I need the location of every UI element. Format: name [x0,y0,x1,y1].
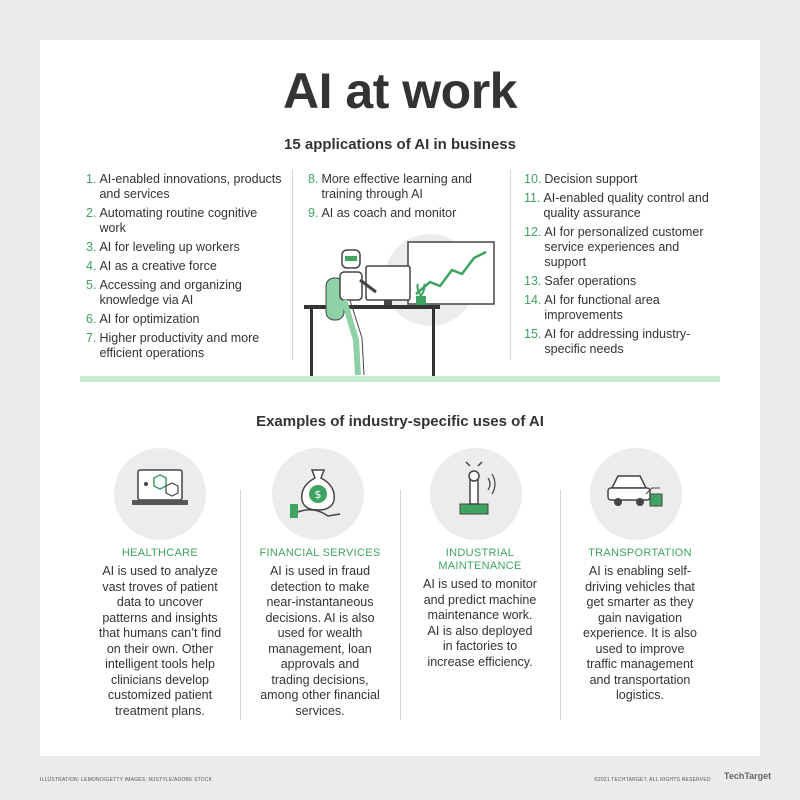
page-title: AI at work [283,63,517,119]
robot-at-desk-illustration [300,230,500,380]
industry-heading: FINANCIAL SERVICES [259,547,381,559]
section-divider-band [80,376,720,382]
column-divider [510,170,511,360]
applications-column-1 [86,172,286,365]
industry-heading: INDUSTRIAL MAINTENANCE [438,547,522,572]
copyright: ©2021 TECHTARGET. ALL RIGHTS RESERVED [594,777,711,783]
industry-description: AI is used to monitor and predict machine maintenance work. AI is also deployed in factories to increase efficiency. [423,577,537,669]
industry-heading: TRANSPORTATION [588,547,692,559]
application-item: 3. AI for leveling up workers [86,240,240,254]
application-item: 14. AI for functional area improvements [524,293,660,322]
application-item: 5. Accessing and organizing knowledge via AI [86,278,242,307]
application-item: 8. More effective learning and training through AI [308,172,472,201]
techtarget-logo: TechTarget [724,771,772,781]
application-item: 4. AI as a creative force [86,259,217,273]
application-item: 1. AI-enabled innovations, products and services [86,172,282,201]
industry-description: AI is used in fraud detection to make near-instantaneous decisions. AI is also used for wealth management, loan approvals and trading decisions, among other financial services. [260,564,380,718]
industry-description: AI is enabling self-driving vehicles that get smarter as they gain navigation experience. It is also used to improve traffic management and transportation logistics. [583,564,697,702]
application-item: 15. AI for addressing industry-specific needs [524,327,691,356]
industry-industrial-maintenance [400,547,560,670]
industry-transportation [560,547,720,704]
applications-column-2 [308,172,498,225]
subtitle: 15 applications of AI in business [284,136,516,153]
application-item: 9. AI as coach and monitor [308,206,457,220]
industry-healthcare [80,547,240,719]
industry-financial-services [240,547,400,719]
money-bag-hand-icon [288,460,348,522]
application-item: 11. AI-enabled quality control and quality assurance [524,191,709,220]
robotic-arm-icon [446,458,506,522]
illustration-credit: ILLUSTRATION: LEMONO/GETTY IMAGES; MJSTYLE/ADOBE STOCK [40,777,213,783]
application-item: 2. Automating routine cognitive work [86,206,258,235]
svg-text:$: $ [314,488,322,501]
column-divider [292,170,293,360]
examples-title: Examples of industry-specific uses of AI [256,413,544,430]
industry-description: AI is used to analyze vast troves of patient data to uncover patterns and insights that humans can’t find on their own. Other intelligent tools help clinicians develop customized patient treatment plans. [98,564,222,718]
application-item: 7. Higher productivity and more efficient operations [86,331,260,360]
applications-column-3 [524,172,724,361]
application-item: 6. AI for optimization [86,312,200,326]
application-item: 13. Safer operations [524,274,637,288]
application-item: 10. Decision support [524,172,638,186]
laptop-molecule-icon [130,466,190,516]
application-item: 12. AI for personalized customer service experiences and support [524,225,704,269]
industry-heading: HEALTHCARE [121,547,199,559]
self-driving-car-icon [604,466,668,516]
